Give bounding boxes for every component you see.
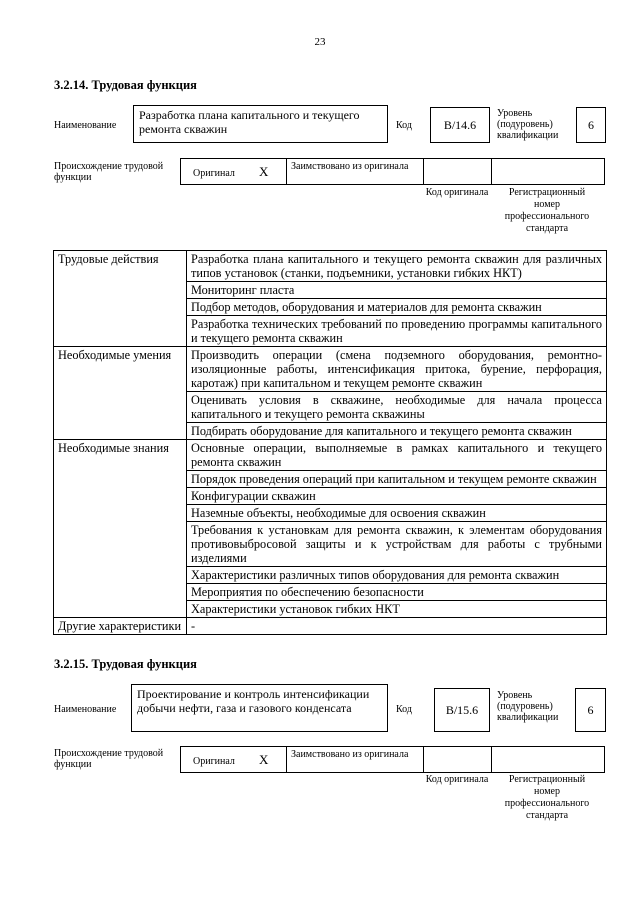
table-row — [54, 440, 607, 471]
code-original-label-15: Код оригинала — [425, 774, 489, 785]
knowledge-item: Характеристики различных типов оборудования для ремонта скважин — [187, 567, 607, 584]
name-value-15: Проектирование и контроль интенсификации добычи нефти, газа и газового конденсата — [131, 684, 388, 732]
knowledge-item: Порядок проведения операций при капитальном и текущем ремонте скважин — [187, 471, 607, 488]
original-label-14: Оригинал — [193, 168, 235, 179]
table-row — [54, 347, 607, 392]
original-label-15: Оригинал — [193, 756, 235, 767]
skills-label: Необходимые умения — [54, 347, 187, 440]
knowledge-label: Необходимые знания — [54, 440, 187, 618]
level-label-14: Уровень (подуровень) квалификации — [497, 108, 559, 141]
borrowed-label-14: Заимствовано из оригинала — [291, 161, 409, 172]
code-value-15: В/15.6 — [434, 688, 490, 732]
section-title-15: 3.2.15. Трудовая функция — [54, 657, 197, 671]
divider — [286, 747, 287, 772]
divider — [491, 159, 492, 184]
action-item: Разработка технических требований по проведению программы капитального и текущего ремонта скважин — [187, 316, 607, 347]
actions-label: Трудовые действия — [54, 251, 187, 347]
borrowed-label-15: Заимствовано из оригинала — [291, 749, 409, 760]
knowledge-item: Конфигурации скважин — [187, 488, 607, 505]
action-item: Мониторинг пласта — [187, 282, 607, 299]
action-item: Подбор методов, оборудования и материалов для ремонта скважин — [187, 299, 607, 316]
code-label-14: Код — [396, 120, 412, 131]
level-label-15: Уровень (подуровень) квалификации — [497, 690, 559, 723]
function-table — [53, 250, 607, 635]
name-label-15: Наименование — [54, 704, 117, 715]
table-row — [54, 251, 607, 282]
name-label-14: Наименование — [54, 120, 117, 131]
code-value-14: В/14.6 — [430, 107, 490, 143]
original-mark-14: X — [259, 164, 269, 179]
other-value: - — [187, 618, 607, 635]
divider — [423, 747, 424, 772]
level-value-14: 6 — [576, 107, 606, 143]
code-label-15: Код — [396, 704, 412, 715]
knowledge-item: Требования к установкам для ремонта скважин, к элементам оборудования противовыбросовой защиты и к устройствам для работы с трубными изделиями — [187, 522, 607, 567]
knowledge-item: Характеристики установок гибких НКТ — [187, 601, 607, 618]
knowledge-item: Основные операции, выполняемые в рамках капитального и текущего ремонта скважин — [187, 440, 607, 471]
skill-item: Оценивать условия в скважине, необходимые для начала процесса капитального и текущего ремонта скважины — [187, 392, 607, 423]
level-value-15: 6 — [575, 688, 606, 732]
other-label: Другие характеристики — [54, 618, 187, 635]
knowledge-item: Мероприятия по обеспечению безопасности — [187, 584, 607, 601]
skill-item: Подбирать оборудование для капитального и текущего ремонта скважин — [187, 423, 607, 440]
origin-label-14: Происхождение трудовой функции — [54, 161, 164, 183]
knowledge-item: Наземные объекты, необходимые для освоения скважин — [187, 505, 607, 522]
original-mark-15: X — [259, 752, 269, 767]
code-original-label-14: Код оригинала — [425, 187, 489, 198]
origin-table-14 — [180, 158, 605, 185]
origin-label-15: Происхождение трудовой функции — [54, 748, 164, 770]
table-row — [54, 618, 607, 635]
name-value-14: Разработка плана капитального и текущего ремонта скважин — [133, 105, 388, 143]
divider — [491, 747, 492, 772]
page-number: 23 — [314, 36, 326, 48]
skill-item: Производить операции (смена подземного оборудования, ремонтно-изоляционные работы, интенсификация притока, бурение, перфорация, каротаж) при капитальном и текущем ремонте скважин — [187, 347, 607, 392]
reg-number-label-15: Регистрационный номер профессионального стандарта — [504, 774, 590, 821]
reg-number-label-14: Регистрационный номер профессионального стандарта — [504, 187, 590, 234]
divider — [286, 159, 287, 184]
origin-table-15 — [180, 746, 605, 773]
divider — [423, 159, 424, 184]
section-title-14: 3.2.14. Трудовая функция — [54, 78, 197, 92]
action-item: Разработка плана капитального и текущего ремонта скважин для различных типов установок (станки, подъемники, установки гибких НКТ) — [187, 251, 607, 282]
